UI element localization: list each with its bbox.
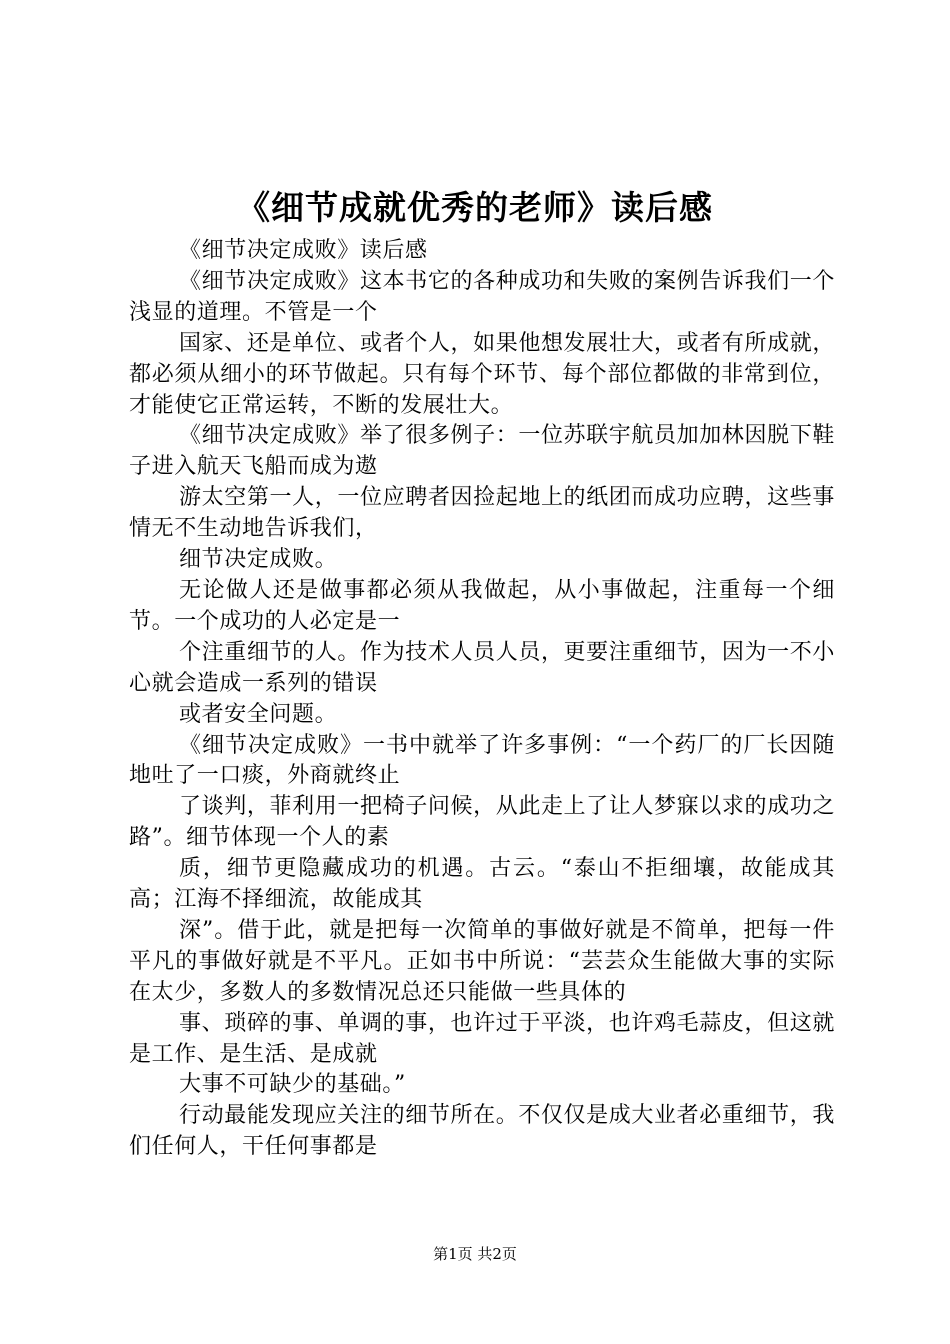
paragraph: 《细节决定成败》读后感 <box>179 238 428 263</box>
paragraph: 无论做人还是做事都必须从我做起，从小事做起，注重每一个细节。一个成功的人必定是一 <box>129 577 835 634</box>
paragraph: 或者安全问题。 <box>179 701 338 727</box>
document-title: 《细节成就优秀的老师》读后感 <box>237 188 713 227</box>
paragraph: 了谈判，菲利用一把椅子问候，从此走上了让人梦寐以求的成功之路”。细节体现一个人的素 <box>129 794 835 851</box>
paragraph: 深”。借于此，就是把每一次简单的事做好就是不简单，把每一件平凡的事做好就是不平凡。正如书中所说：“芸芸众生能做大事的实际在太少，多数人的多数情况总还只能做一些具体的 <box>129 917 835 1005</box>
paragraph: 《细节决定成败》一书中就举了许多事例：“一个药厂的厂长因随地吐了一口痰，外商就终止 <box>129 732 835 789</box>
paragraph: 个注重细节的人。作为技术人员人员，更要注重细节，因为一不小心就会造成一系列的错误 <box>129 639 835 696</box>
paragraph: 《细节决定成败》这本书它的各种成功和失败的案例告诉我们一个浅显的道理。不管是一个 <box>129 268 835 325</box>
paragraph: 游太空第一人，一位应聘者因捡起地上的纸团而成功应聘，这些事情无不生动地告诉我们， <box>129 485 835 542</box>
paragraph: 大事不可缺少的基础。” <box>179 1072 406 1098</box>
paragraph: 细节决定成败。 <box>179 547 338 573</box>
paragraph: 《细节决定成败》举了很多例子：一位苏联宇航员加加林因脱下鞋子进入航天飞船而成为遨 <box>129 423 835 480</box>
paragraph: 事、琐碎的事、单调的事，也许过于平淡，也许鸡毛蒜皮，但这就是工作、是生活、是成就 <box>129 1010 835 1067</box>
paragraph: 国家、还是单位、或者个人，如果他想发展壮大，或者有所成就，都必须从细小的环节做起。只有每个环节、每个部位都做的非常到位，才能使它正常运转，不断的发展壮大。 <box>129 330 835 418</box>
page-footer: 第1页 共2页 <box>433 1245 517 1263</box>
paragraph: 质，细节更隐藏成功的机遇。古云。“泰山不拒细壤，故能成其高；江海不择细流，故能成其 <box>129 856 835 913</box>
paragraph: 行动最能发现应关注的细节所在。不仅仅是成大业者必重细节，我们任何人，干任何事都是 <box>129 1103 835 1160</box>
document-body <box>129 236 835 1163</box>
